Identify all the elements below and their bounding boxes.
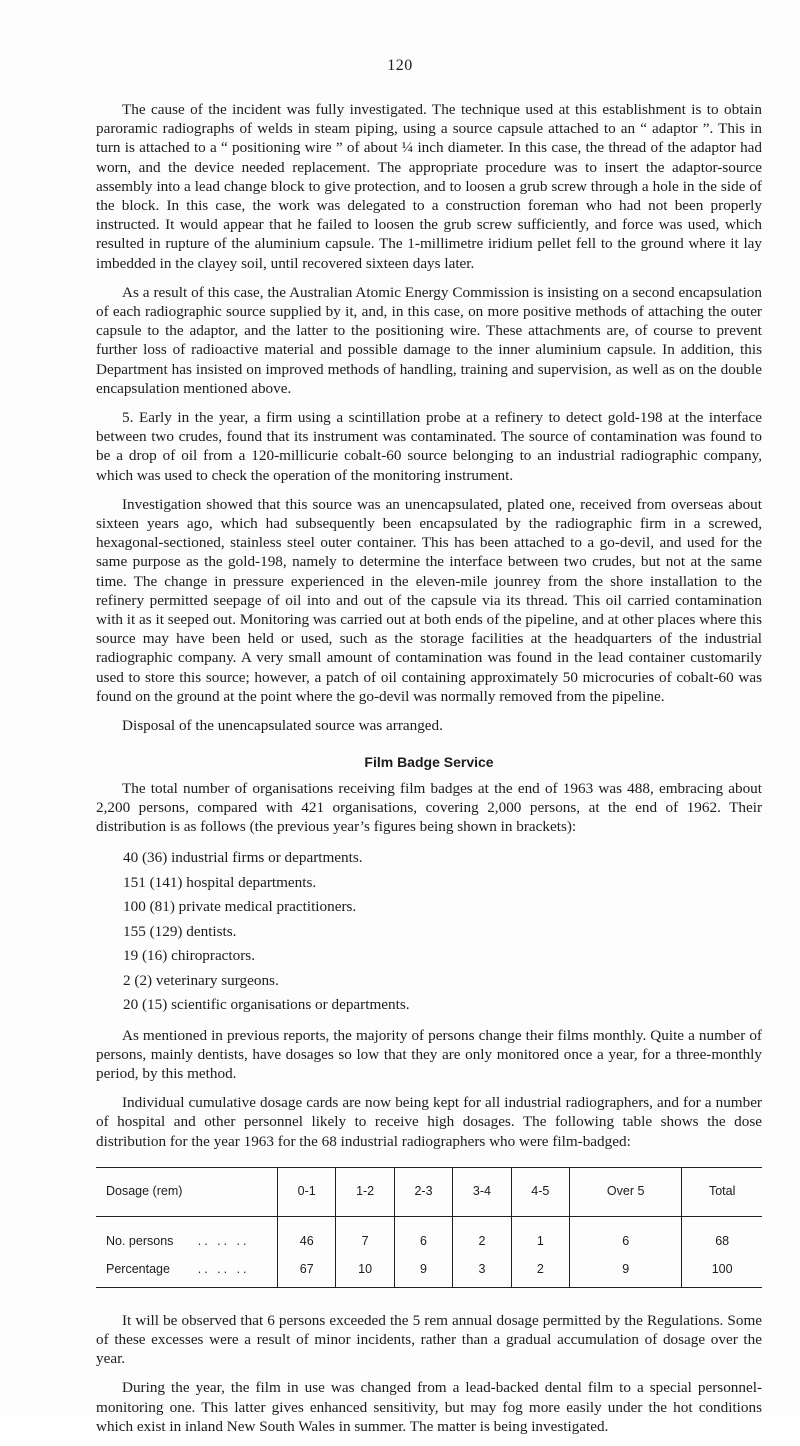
column-header: 0-1 <box>278 1167 336 1216</box>
table-cell: 46 <box>278 1216 336 1256</box>
table-cell: 6 <box>394 1216 452 1256</box>
body-text <box>96 100 762 1446</box>
table-cell: 9 <box>570 1256 682 1288</box>
table-cell: 2 <box>453 1216 511 1256</box>
list-item: 40 (36) industrial firms or departments. <box>123 849 363 867</box>
list-item: 19 (16) chiropractors. <box>123 947 256 965</box>
paragraph-monthly-films: As mentioned in previous reports, the majority of persons change their films monthly. Quite a number of persons, mainly dentists, have dosages so low that they are only monitored once a year, for a three-monthly period, by this method. <box>96 1026 762 1083</box>
table-cell: 3 <box>453 1256 511 1288</box>
row-label: No. persons <box>106 1234 174 1249</box>
table-cell: 1 <box>511 1216 569 1256</box>
list-item: 151 (141) hospital departments. <box>123 873 317 891</box>
dot-leader: .. .. .. <box>197 1262 250 1277</box>
table-cell: 100 <box>682 1256 762 1288</box>
paragraph-disposal: Disposal of the unencapsulated source was arranged. <box>122 717 443 735</box>
table-cell: 68 <box>682 1216 762 1256</box>
column-header: 1-2 <box>336 1167 394 1216</box>
list-item: 155 (129) dentists. <box>123 922 237 940</box>
table-cell: 9 <box>394 1256 452 1288</box>
table-cell: 10 <box>336 1256 394 1288</box>
column-header: Total <box>682 1167 762 1216</box>
table-cell: 6 <box>570 1216 682 1256</box>
column-header: Dosage (rem) <box>96 1167 278 1216</box>
distribution-list <box>96 846 762 1018</box>
paragraph-item-5-contamination: 5. Early in the year, a firm using a scintillation probe at a refinery to detect gold-198 at the interface between two crudes, found that its instrument was contaminated. The source of contamination was found to be a drop of oil from a 120-millicurie cobalt-60 source belonging to an industrial radiographic company, which was used to check the operation of the monitoring instrument. <box>96 409 762 484</box>
row-label-cell <box>96 1256 278 1288</box>
paragraph-dosage-cards: Individual cumulative dosage cards are now being kept for all industrial radiographers, and for a number of hospital and other personnel likely to receive high dosages. The following table shows the dose distribution for the year 1963 for the 68 industrial radiographers who were film-badged: <box>96 1094 762 1150</box>
table-row <box>96 1256 762 1288</box>
paragraph-incident-cause: The cause of the incident was fully investigated. The technique used at this establishment is to obtain paroramic radiographs of welds in steam piping, using a source capsule attached to an “ adaptor ”. This in turn is attached to a “ positioning wire ” of about ¼ inch diameter. In this case, the thread of the adaptor had worn, and the device needed replacement. The appropriate procedure was to insert the adaptor-source assembly into a lead change block to give protection, and to loosen a grub screw through a hole in the side of the block. In this case, the work was delegated to a construction foreman who had not been properly instructed. It would appear that he failed to loosen the grub screw sufficiently, and force was used, which resulted in rupture of the aluminium capsule. The 1-millimetre iridium pellet fell to the ground where it lay imbedded in the clayey soil, until recovered sixteen days later. <box>96 101 762 272</box>
table-cell: 67 <box>278 1256 336 1288</box>
paragraph-investigation: Investigation showed that this source was an unencapsulated, plated one, received from overseas about sixteen years ago, which had subsequently been encapsulated by the radiographic firm in a screwed, hexagonal-sectioned, stainless steel outer container. This has been attached to a go-devil, and used for the same purpose as the gold-198, namely to determine the interface between two crudes, but not at the same time. The change in pressure experienced in the eleven-mile jounrey from the shore installation to the refinery permitted seepage of oil into and out of the capsule via its thread. This oil carried contamination with it as it seeped out. Monitoring was carried out at both ends of the pipeline, and at other places where this source may have been held or used, such as the storage facilities at the headquarters of the industrial radiographic company. A very small amount of contamination was found in the lead container customarily used to store this source; however, a patch of oil containing approximately 50 microcuries of cobalt-60 was found on the ground at the point where the go-devil was normally removed from the pipeline. <box>96 495 762 705</box>
list-item: 100 (81) private medical practitioners. <box>123 898 357 916</box>
list-item: 20 (15) scientific organisations or departments. <box>123 996 410 1014</box>
column-header: 3-4 <box>453 1167 511 1216</box>
table-header-row <box>96 1167 762 1216</box>
paragraph-encapsulation-result: As a result of this case, the Australian Atomic Energy Commission is insisting on a second encapsulation of each radiographic source supplied by it, and, in this case, on more positive methods of attaching the outer capsule to the adaptor, and the latter to the positioning wire. These attachments are, of course to prevent further loss of radioactive material and possible damage to the inner aluminium capsule. In addition, this Department has insisted on improved methods of handling, training and supervision, as well as on the double encapsulation mentioned above. <box>96 283 762 397</box>
row-label: Percentage <box>106 1262 170 1277</box>
column-header: 2-3 <box>394 1167 452 1216</box>
dot-leader: .. .. .. <box>197 1234 250 1249</box>
table-row <box>96 1216 762 1256</box>
column-header: Over 5 <box>570 1167 682 1216</box>
table-cell: 7 <box>336 1216 394 1256</box>
paragraph-excess-dosage: It will be observed that 6 persons exceeded the 5 rem annual dosage permitted by the Regulations. Some of these excesses were a result of minor incidents, rather than a gradual accumulation of dosage over the year. <box>96 1311 762 1368</box>
dose-distribution-table <box>96 1167 762 1288</box>
table-cell: 2 <box>511 1256 569 1288</box>
paragraph-film-badge-intro: The total number of organisations receiving film badges at the end of 1963 was 488, embracing about 2,200 persons, compared with 421 organisations, covering 2,000 persons, at the end of 1962. Their distribution is as follows (the previous year’s figures being shown in brackets): <box>96 779 762 835</box>
section-heading-film-badge: Film Badge Service <box>364 754 494 771</box>
column-header: 4-5 <box>511 1167 569 1216</box>
row-label-cell <box>96 1216 278 1256</box>
paragraph-film-change: During the year, the film in use was changed from a lead-backed dental film to a special personnel-monitoring one. This latter gives enhanced sensitivity, but may fog more easily under the hot conditions which exist in inland New South Wales in summer. The matter is being investigated. <box>96 1379 762 1435</box>
page-number: 120 <box>387 57 413 74</box>
list-item: 2 (2) veterinary surgeons. <box>123 971 279 989</box>
